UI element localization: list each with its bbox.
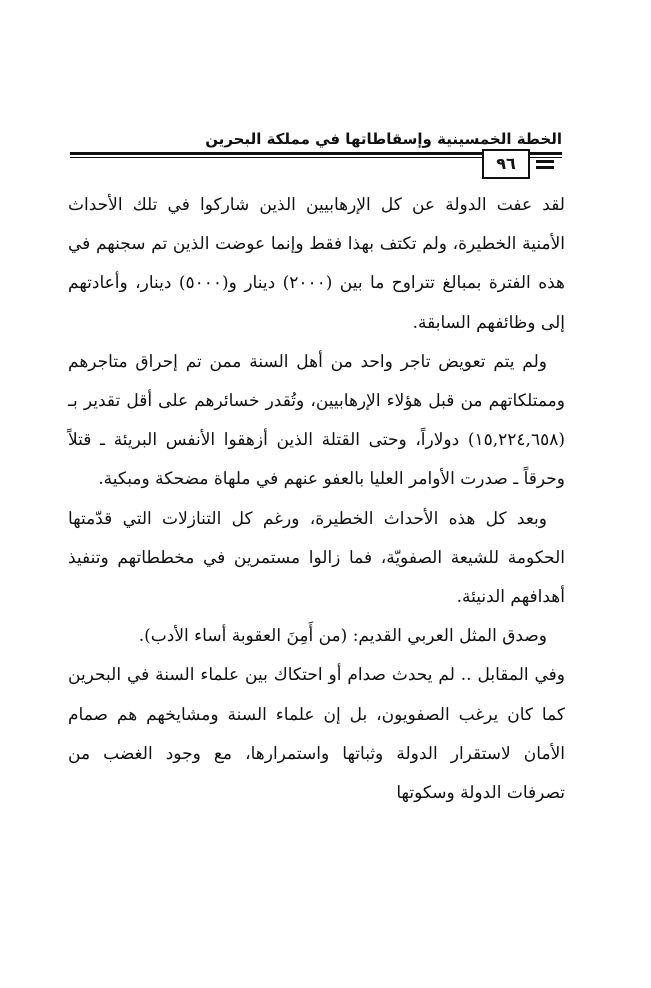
paragraph: وصدق المثل العربي القديم: (من أَمِنَ العقوبة أساء الأدب). xyxy=(138,626,547,647)
running-title: الخطة الخمسينية وإسقاطاتها في مملكة البحرين xyxy=(205,130,562,148)
paragraph: ولم يتم تعويض تاجر واحد من أهل السنة ممن تم إحراق متاجرهم وممتلكاتهم من قبل هؤلاء الإرهابيين، وتُقدر خسائرهم على أقل تقدير بـ (١٥,٢٢٤,٦٥٨) دولاراً، وحتى القتلة الذين أزهقوا الأنفس البريئة ـ قتلاً وحرقاً ـ صدرت الأوامر العليا بالعفو عنهم في ملهاة مضحكة ومبكية. xyxy=(68,351,565,490)
page-number-ornament xyxy=(536,157,554,172)
paragraph: لقد عفت الدولة عن كل الإرهابيين الذين شاركوا في تلك الأحداث الأمنية الخطيرة، ولم تكتف بهذا فقط وإنما عوضت الذين تم سجنهم في هذه الفترة بمبالغ تتراوح ما بين (٢٠٠٠) دينار و(٥٠٠٠) دينار، وأعادتهم إلى وظائفهم السابقة. xyxy=(68,195,565,333)
body-text xyxy=(68,186,565,813)
page-number-block xyxy=(482,149,554,179)
page-number: ٩٦ xyxy=(482,149,530,179)
paragraph: وفي المقابل .. لم يحدث صدام أو احتكاك بين علماء السنة في البحرين كما كان يرغب الصفويون، بل إن علماء السنة ومشايخهم هم صمام الأمان لاستقرار الدولة وثباتها واستمرارها، مع وجود الغضب من تصرفات الدولة وسكوتها xyxy=(68,665,565,804)
paragraph: وبعد كل هذه الأحداث الخطيرة، ورغم كل التنازلات التي قدّمتها الحكومة للشيعة الصفويّة، فما زالوا مستمرين في مخططاتهم وتنفيذ أهدافهم الدنيئة. xyxy=(68,508,565,608)
